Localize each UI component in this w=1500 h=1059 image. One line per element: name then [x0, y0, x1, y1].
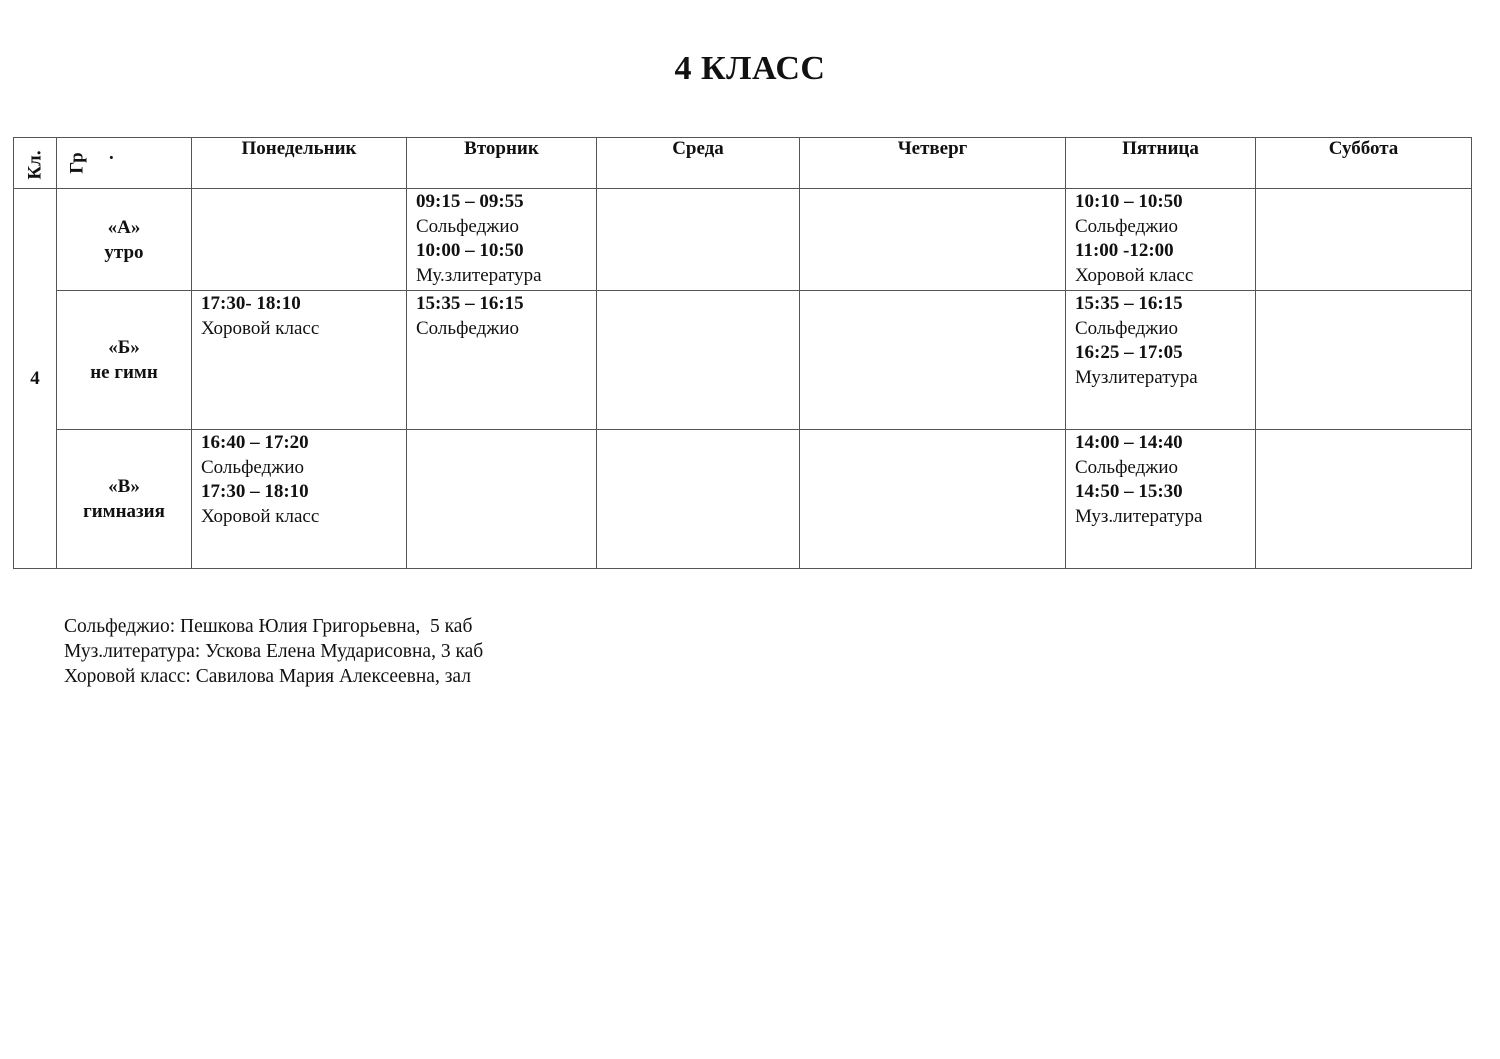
table-row [14, 430, 1472, 569]
lesson-time: 14:00 – 14:40 [1075, 432, 1183, 453]
group-description: гимназия [83, 501, 165, 522]
schedule-cell-wednesday [597, 291, 800, 430]
schedule-cell-saturday [1256, 430, 1472, 569]
schedule-cell-tuesday [407, 291, 597, 430]
group-letter: «А» [107, 216, 141, 238]
teacher-line-choir: Хоровой класс: Савилова Мария Алексеевна, зал [64, 666, 471, 687]
header-group-cell [57, 138, 192, 189]
lesson-subject: Хоровой класс [1075, 264, 1194, 286]
page-title: 4 КЛАСС [674, 50, 826, 87]
lesson-subject: Хоровой класс [201, 505, 320, 527]
header-day-saturday: Суббота [1256, 138, 1472, 189]
lesson-time: 15:35 – 16:15 [1075, 293, 1183, 314]
schedule-cell-thursday [800, 430, 1066, 569]
lesson-time: 17:30- 18:10 [201, 293, 301, 314]
lesson-time: 11:00 -12:00 [1075, 240, 1174, 261]
header-class-label: Кл. [24, 150, 46, 180]
teachers-legend [64, 614, 483, 689]
header-day-tuesday: Вторник [407, 138, 597, 189]
lesson-subject: Сольфеджио [416, 317, 520, 339]
lesson-subject: Сольфеджио [201, 456, 305, 478]
lesson-time: 15:35 – 16:15 [416, 293, 524, 314]
lesson-subject: Муз.литература [1075, 505, 1203, 527]
group-letter: «В» [108, 476, 140, 497]
schedule-cell-tuesday [407, 430, 597, 569]
class-number: 4 [14, 189, 57, 569]
lesson-time: 17:30 – 18:10 [201, 481, 309, 502]
table-row [14, 189, 1472, 291]
lesson-subject: Хоровой класс [201, 317, 320, 339]
schedule-cell-friday [1066, 291, 1256, 430]
schedule-cell-friday [1066, 189, 1256, 291]
lesson-subject: Сольфеджио [416, 215, 520, 237]
schedule-cell-tuesday [407, 189, 597, 291]
schedule-cell-saturday [1256, 291, 1472, 430]
header-day-friday: Пятница [1066, 138, 1256, 189]
group-description: не гимн [90, 362, 158, 383]
schedule-cell-monday [192, 430, 407, 569]
lesson-subject: Сольфеджио [1075, 456, 1179, 478]
lesson-subject: Му.злитература [416, 264, 542, 286]
lesson-time: 16:25 – 17:05 [1075, 342, 1183, 363]
lesson-time: 10:00 – 10:50 [416, 240, 524, 261]
schedule-cell-thursday [800, 291, 1066, 430]
lesson-time: 10:10 – 10:50 [1075, 191, 1183, 212]
group-letter: «Б» [108, 337, 140, 358]
lesson-subject: Сольфеджио [1075, 317, 1179, 339]
lesson-time: 16:40 – 17:20 [201, 432, 309, 453]
teacher-line-solfeggio: Сольфеджио: Пешкова Юлия Григорьевна, 5 каб [64, 616, 473, 637]
schedule-cell-wednesday [597, 430, 800, 569]
lesson-time: 14:50 – 15:30 [1075, 481, 1183, 502]
lesson-subject: Музлитература [1075, 366, 1198, 388]
group-cell [57, 189, 192, 291]
header-class-cell [14, 138, 57, 189]
header-group-label: Гр [66, 152, 88, 174]
group-cell [57, 291, 192, 430]
schedule-cell-monday [192, 291, 407, 430]
group-cell [57, 430, 192, 569]
schedule-cell-thursday [800, 189, 1066, 291]
table-row [14, 291, 1472, 430]
schedule-table [13, 137, 1472, 569]
teacher-line-music-literature: Муз.литература: Ускова Елена Мударисовна, 3 каб [64, 641, 484, 662]
lesson-subject: Сольфеджио [1075, 215, 1179, 237]
header-day-thursday: Четверг [800, 138, 1066, 189]
group-description: утро [104, 241, 144, 263]
header-row [14, 138, 1472, 189]
schedule-cell-saturday [1256, 189, 1472, 291]
lesson-time: 09:15 – 09:55 [416, 191, 524, 212]
schedule-cell-friday [1066, 430, 1256, 569]
schedule-cell-wednesday [597, 189, 800, 291]
header-group-dot: . [109, 143, 114, 164]
schedule-cell-monday [192, 189, 407, 291]
header-day-wednesday: Среда [597, 138, 800, 189]
header-day-monday: Понедельник [192, 138, 407, 189]
